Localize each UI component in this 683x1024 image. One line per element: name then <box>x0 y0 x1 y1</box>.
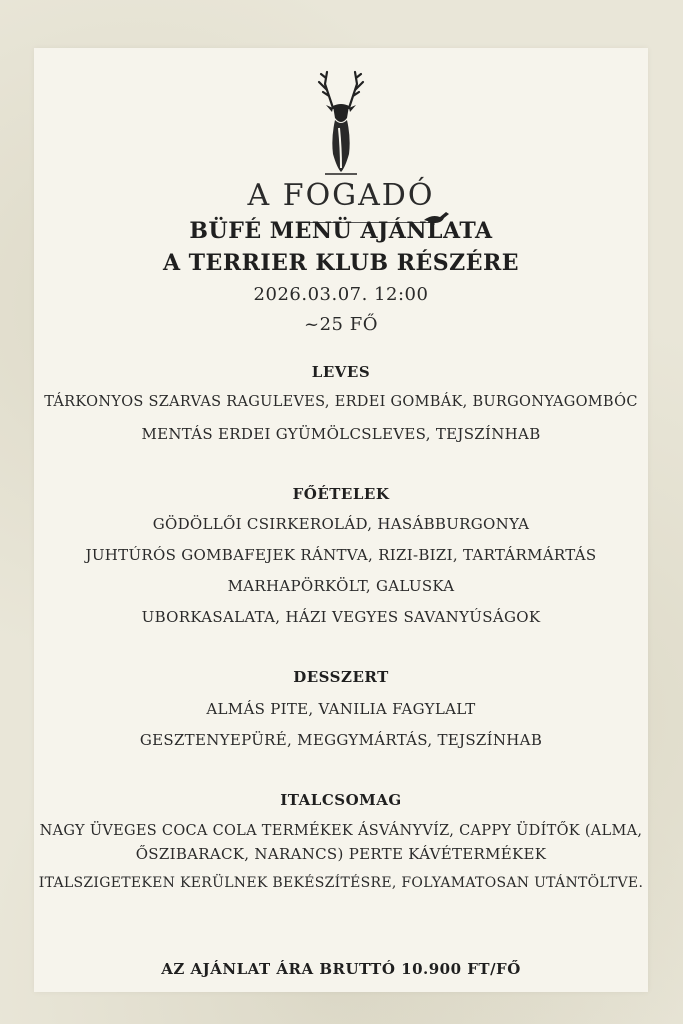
heading-line-2: A TERRIER KLUB RÉSZÉRE <box>162 250 520 276</box>
menu-item: ALMÁS PITE, VANILIA FAGYLALT <box>206 700 476 718</box>
section-title-foetelek: FŐÉTELEK <box>292 485 390 503</box>
menu-item: ŐSZIBARACK, NARANCS) PERTE KÁVÉTERMÉKEK <box>135 845 547 863</box>
section-title-desszert: DESSZERT <box>293 668 389 686</box>
price-footer: AZ AJÁNLAT ÁRA BRUTTÓ 10.900 FT/FŐ <box>161 960 521 978</box>
menu-item: NAGY ÜVEGES COCA COLA TERMÉKEK ÁSVÁNYVÍZ, CAPPY ÜDÍTŐK (ALMA, <box>39 823 643 839</box>
menu-card <box>34 48 648 992</box>
section-title-leves: LEVES <box>311 363 371 381</box>
brand-name: A FOGADÓ <box>247 178 435 213</box>
menu-item: UBORKASALATA, HÁZI VEGYES SAVANYÚSÁGOK <box>141 608 541 626</box>
menu-item: MENTÁS ERDEI GYÜMÖLCSLEVES, TEJSZÍNHAB <box>141 425 541 443</box>
menu-item: JUHTÚRÓS GOMBAFEJEK RÁNTVA, RIZI-BIZI, TARTÁRMÁRTÁS <box>85 546 597 564</box>
heading-line-1: BÜFÉ MENÜ AJÁNLATA <box>189 218 493 244</box>
logo <box>34 68 648 178</box>
deer-icon <box>311 68 371 178</box>
menu-item: GÖDÖLLŐI CSIRKEROLÁD, HASÁBBURGONYA <box>152 515 530 533</box>
section-title-italcsomag: ITALCSOMAG <box>280 791 402 809</box>
menu-item: MARHAPÖRKÖLT, GALUSKA <box>227 577 455 595</box>
menu-item: ITALSZIGETEKEN KERÜLNEK BEKÉSZÍTÉSRE, FOLYAMATOSAN UTÁNTÖLTVE. <box>38 875 644 891</box>
menu-item: TÁRKONYOS SZARVAS RAGULEVES, ERDEI GOMBÁK, BURGONYAGOMBÓC <box>44 394 638 410</box>
event-datetime: 2026.03.07. 12:00 <box>253 284 429 305</box>
menu-item: GESZTENYEPÜRÉ, MEGGYMÁRTÁS, TEJSZÍNHAB <box>139 731 543 749</box>
guest-count: ~25 FŐ <box>304 314 378 335</box>
